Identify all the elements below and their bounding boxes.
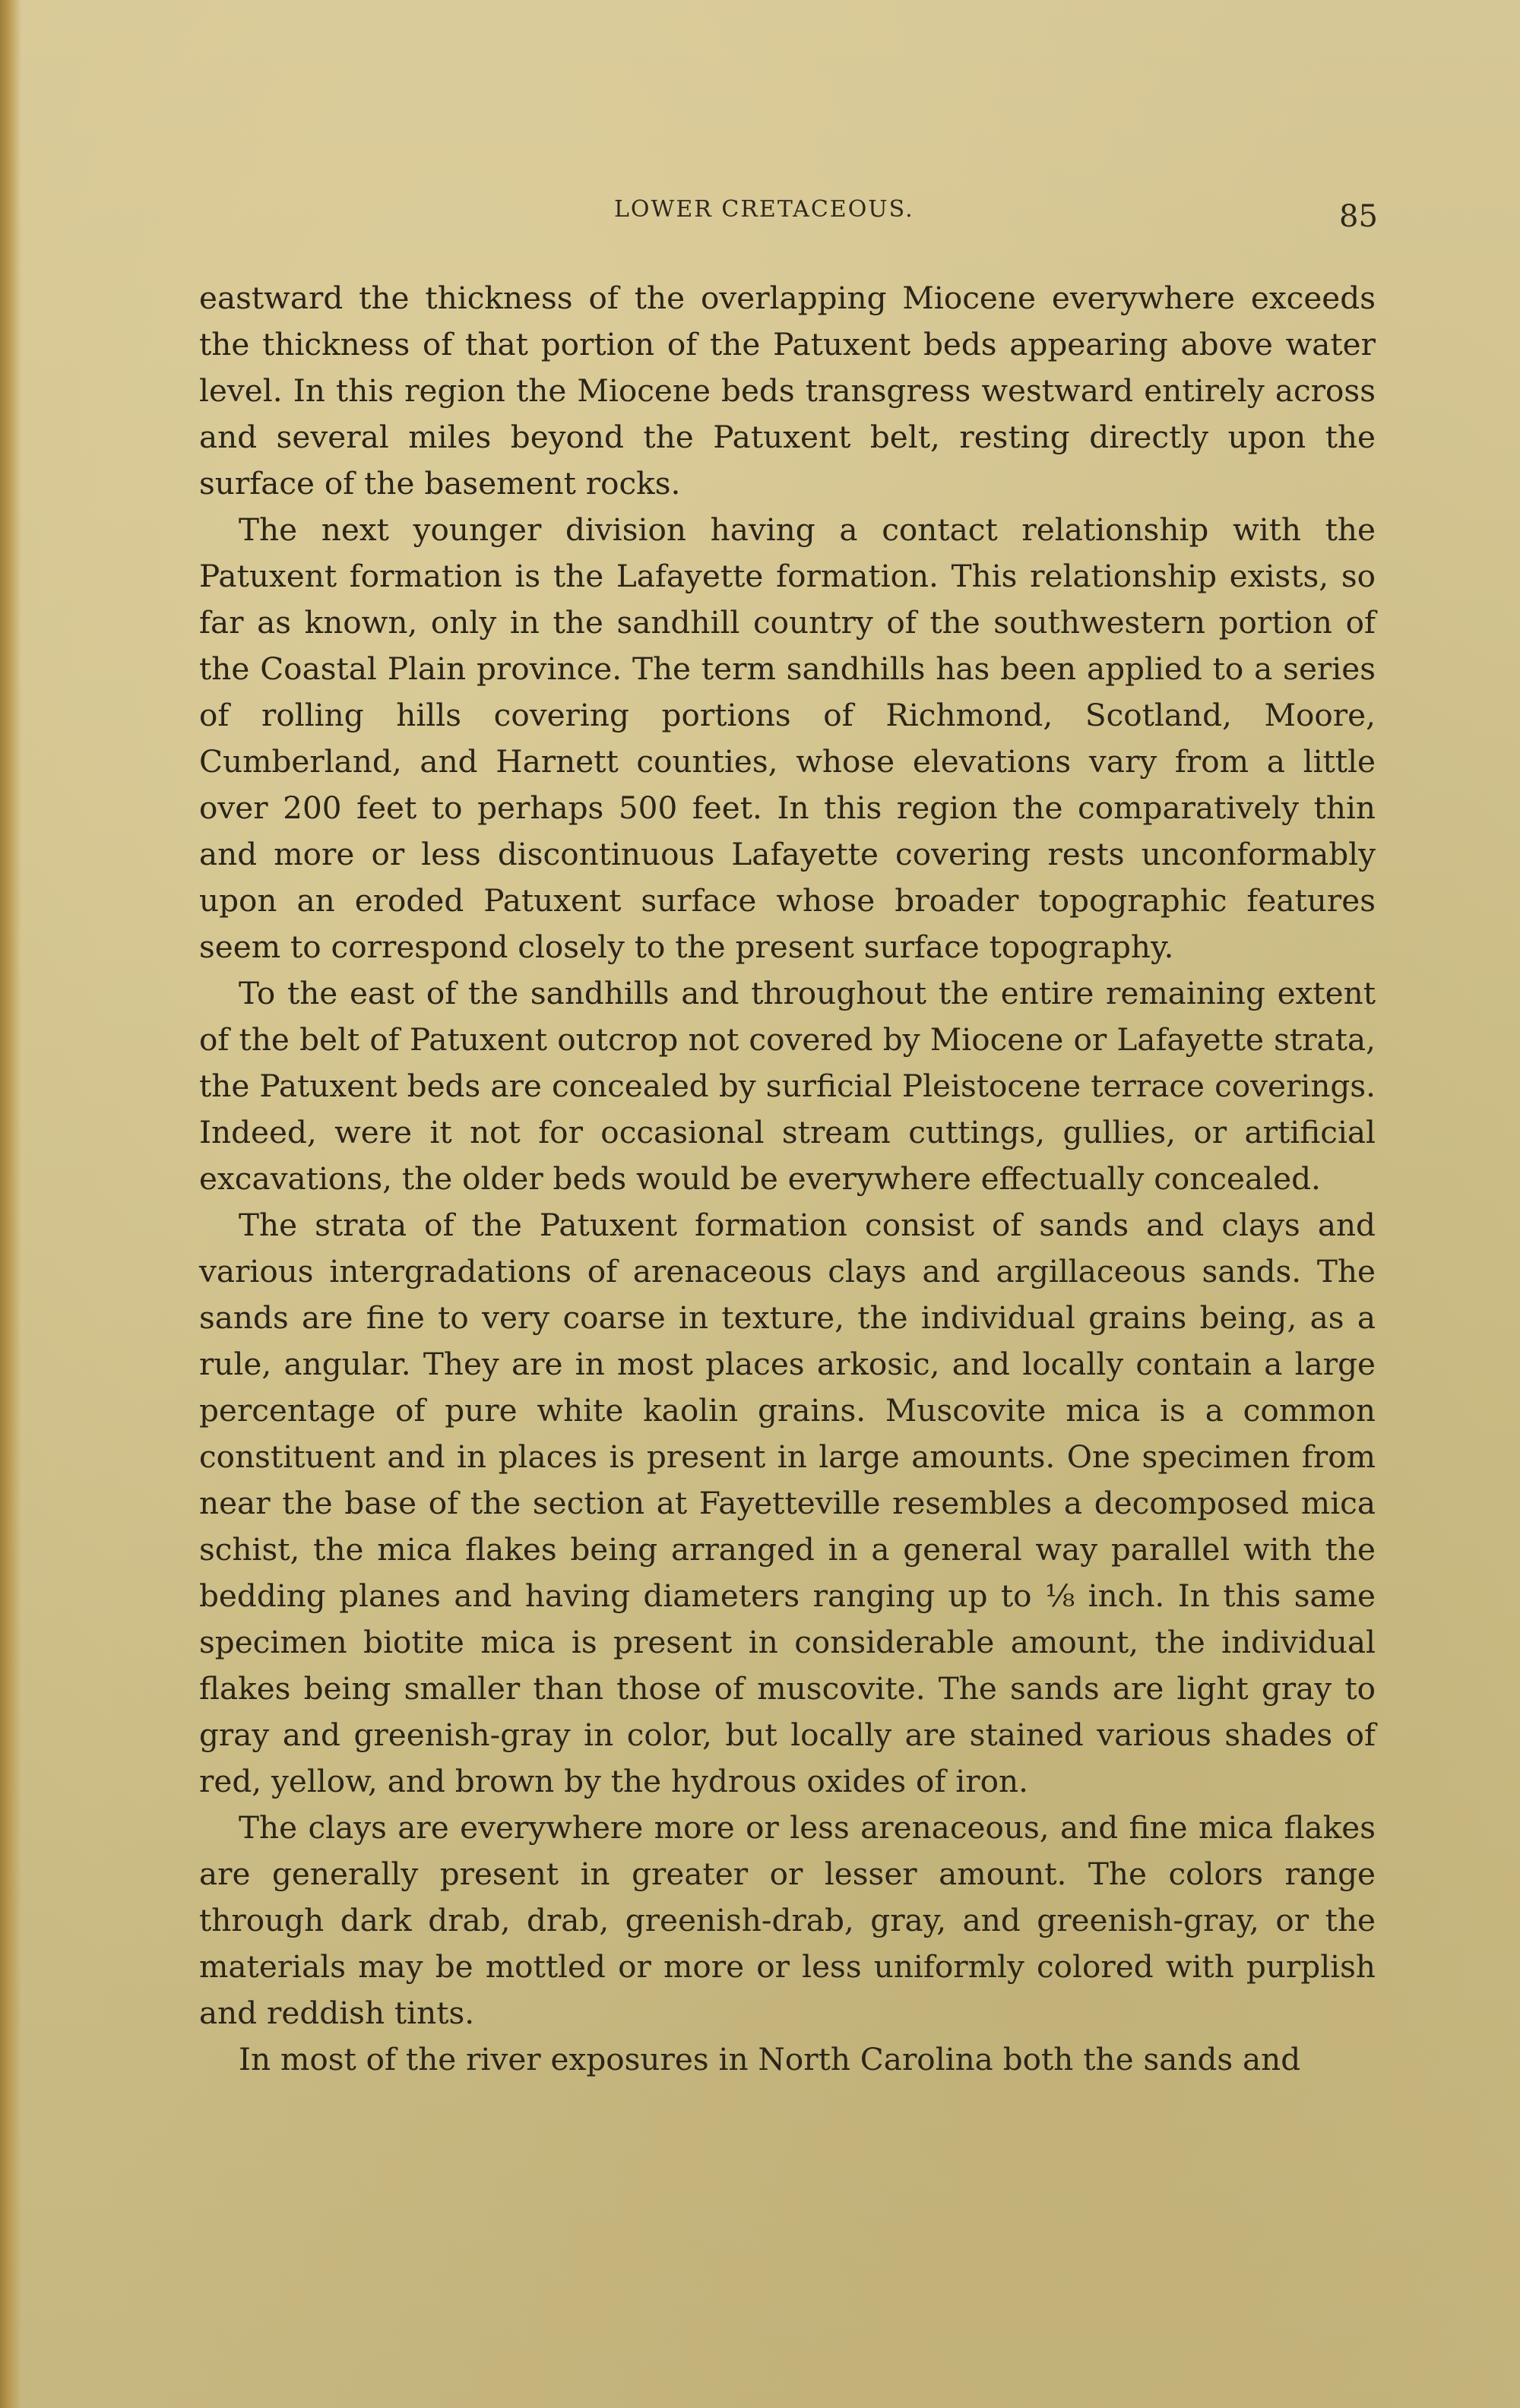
paragraph-clays: The clays are everywhere more or less arenaceous, and fine mica flakes are generally present in greater or lesser amount. The colors range through dark drab, drab, greenish-drab, gray, and greenish-gray, or the materials may be mottled or more or less uniformly colored with purplish and reddish tints.	[199, 1809, 1376, 2031]
paragraph-lafayette-contact: The next younger division having a contact relationship with the Patuxent formation is the Lafayette formation. This relationship exists, so far as known, only in the sandhill country of the southwestern portion of the Coastal Plain province. The term sandhills has been applied to a series of rolling hills covering portions of Richmond, Scotland, Moore, Cumberland, and Harnett counties, whose elevations vary from a little over 200 feet to perhaps 500 feet. In this region the comparatively thin and more or less discontinuous Lafayette covering rests unconformably upon an eroded Patuxent surface whose broader topographic features seem to correspond closely to the present surface topography.	[199, 511, 1376, 965]
page-number: 85	[1339, 199, 1378, 234]
paragraph-continuation: eastward the thickness of the overlapping Miocene everywhere exceeds the thickness of that portion of the Patuxent beds appearing above water level. In this region the Miocene beds transgress westward entirely across and several miles beyond the Patuxent belt, resting directly upon the surface of the basement rocks.	[199, 280, 1376, 502]
paragraph-strata-sands: The strata of the Patuxent formation consist of sands and clays and various intergradations of arenaceous clays and argillaceous sands. The sands are fine to very coarse in texture, the individual grains being, as a rule, angular. They are in most places arkosic, and locally contain a large percentage of pure white kaolin grains. Muscovite mica is a common constituent and in places is present in large amounts. One specimen from near the base of the section at Fayetteville resembles a decomposed mica schist, the mica flakes being arranged in a general way parallel with the bedding planes and having diameters ranging up to ⅛ inch. In this same specimen biotite mica is present in considerable amount, the individual flakes being smaller than those of muscovite. The sands are light gray to gray and greenish-gray in color, but locally are stained various shades of red, yellow, and brown by the hydrous oxides of iron.	[199, 1207, 1376, 1799]
body-text	[199, 275, 1376, 2083]
running-head: LOWER CRETACEOUS.	[614, 196, 914, 223]
page-spine-edge	[0, 0, 21, 2408]
paragraph-river-exposures: In most of the river exposures in North Carolina both the sands and	[239, 2041, 1301, 2077]
paragraph-pleistocene-cover: To the east of the sandhills and throughout the entire remaining extent of the belt of Patuxent outcrop not covered by Miocene or Lafayette strata, the Patuxent beds are concealed by surficial Pleistocene terrace coverings. Indeed, were it not for occasional stream cuttings, gullies, or artificial excavations, the older beds would be everywhere effectually concealed.	[199, 975, 1376, 1197]
